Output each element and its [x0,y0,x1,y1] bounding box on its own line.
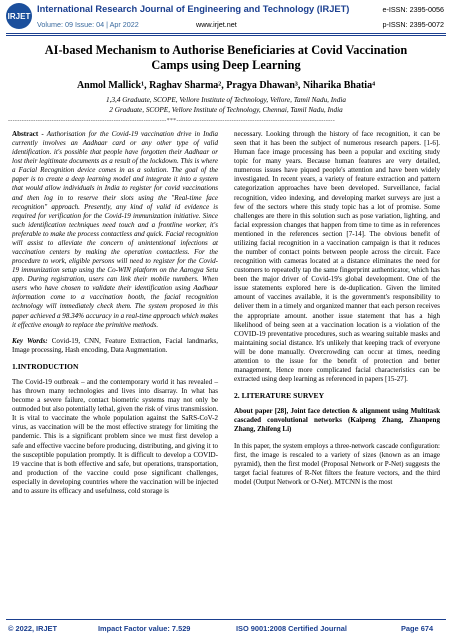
intro-paragraph: The Covid-19 outbreak – and the contemporary world it has revealed – has thrown many technologies and lives into disarray. In what has become a severe failure, contact biometric systems may not only be outmoded but also potentially lethal, given the risk of virus transmission. It is vital to vaccinate the whole population against the SaRS-CoV-2 virus, as vaccination will be the most effective strategy for limiting the pandemic. This is a significant problem since we must first develop a safe and effective vaccine before producing, distributing, and giving it to the susceptible population promptly. It is difficult to develop a COVID-19 vaccine that is both effective and safe, but operations, transportation, and production of the vaccine could pose significant challenges, especially in developing countries where the vaccination will be injected and to assure its efficacy and usefulness, cold storage is [12,377,218,495]
separator-line: ---------------------------------------------------------------------***--------------------------------------------------------------------- [8,118,336,124]
abstract-label: Abstract - [12,130,47,138]
irjet-logo [6,3,32,29]
body-paragraph-2: In this paper, the system employs a three-network cascade configuration: first, the image is rescaled to a variety of sizes (known as an image pyramid), then the first model (Proposal Network or P-Net) suggests the target facial features of R-Net filters the feature vectors, and the third model (Output Network or O-Net). MTCNN is the most [234,441,440,486]
intro-heading: 1.INTRODUCTION [12,361,79,371]
body-paragraph-1: necessary. Looking through the history of face recognition, it can be seen that it has been the subject of numerous research papers. [1-6]. Human face image processing has been a popular and exciting study topic for many years. Because human features are very detailed, numerous issues have piqued people's attention and have been widely investigated. In recent years, a variety of feature extraction and pattern categorization approaches have been developed. Surveillance, facial recognition, video indexing, and developing market surveys are just a few of the sectors where this study topic has a lot of promise. Some challenges are there in this solution such as pose variation, lighting, and facial expression changes that happen from time to time as in references mentioned in the references section [7-14]. The obvious benefit of utilizing facial recognition in a vaccination campaign is that it reduces the number of contact points between people across the circuit. Face recognition with cameras located at a distance eliminates the need for customers to repeatedly tap the same fingerprint authenticator, which has been the major driver of Covid-19's global development. One of the issue statements explored here is de-duplication. Given the limited amount of vaccines available, it is the government's responsibility to deliver them in a timely and organized manner that each person receives the appropriate amount. another issue statement that has a high likelihood of being seen at a vaccination location is a violation of the COVID-19 preventative procedures, such as wearing suitable masks and maintaining social distance. It's unlikely that keeping track of everyone will be done manually. Overcrowding can occur at times, needing attention to the issue for the benefit of protection and better management, Hence more complicated facial characteristics can be extracted using deep learning as referenced in papers [15-27]. [234,130,440,384]
p-issn: p-ISSN: 2395-0072 [382,20,444,29]
abstract [12,130,218,330]
header-divider-secondary [6,35,446,36]
footer-copyright: © 2022, IRJET [8,624,57,633]
footer-iso: ISO 9001:2008 Certified Journal [236,624,347,633]
paper-title: AI-based Mechanism to Authorise Beneficiaries at Covid Vaccination Camps using Deep Learning [44,43,408,72]
affiliation-2: 2 Graduate, SCOPE, Vellore Institute of Technology, Chennai, Tamil Nadu, India [109,106,343,114]
journal-title: International Research Journal of Engineering and Technology (IRJET) [37,4,350,14]
header-divider [6,33,446,34]
reference-title: About paper [28], Joint face detection & alignment using Multitask cascaded convolutional networks (Kaipeng Zhang, Zhanpeng Zhang, Zhifeng Li) [234,407,440,434]
keywords [12,337,218,355]
paper-authors: Anmol Mallick¹, Raghav Sharma², Pragya Dhawan³, Niharika Bhatia⁴ [76,80,376,91]
keywords-text: Covid-19, CNN, Feature Extraction, Facial landmarks, Image processing, Hash encoding, Data Augmentation. [12,336,218,354]
keywords-label: Key Words: [12,336,48,345]
e-issn: e-ISSN: 2395-0056 [382,5,444,14]
journal-volume: Volume: 09 Issue: 04 | Apr 2022 [37,20,139,29]
journal-website[interactable]: www.irjet.net [196,20,237,29]
affiliation-1: 1,3,4 Graduate, SCOPE, Vellore Institute of Technology, Vellore, Tamil Nadu, India [106,96,346,104]
abstract-text: Authorisation for the Covid-19 vaccination drive in India currently involves an Aadhaar card or any other type of valid identification. it's possible that people have forgotten their Aadhaar or lost their legitimate documents as a result of the lockdown. This is where a Facial Recognition device comes in as a solution. The goal of the paper is to create a deep learning model and integrate it into a system that would allow individuals in India to register for covid vaccinations and then log in to reserve their slots using the "Real-time face recognition" approach. Presently, any kind of valid id evidence is required for verification for the Covid-19 immunization initiative. Since such identification techniques need touch and a frontline worker, it's preferable to make the process contactless and quick. Facial recognition will assist to alleviate the concern of unintentional infections at vaccination centers by making the operation contactless. For the procedure to work, eligible persons will need to register for the Covid-19 immunization setup using the Co-WIN platform on the Aarogya Setu app. During registration, users can link their mobile numbers. When users who have chosen to validate their identification using Aadhaar information come to a vaccination booth, the facial recognition technology will immediately check them. The system proposed in this paper achieved a 98.34% accuracy in a real-time approach which makes it effective enough to replace the primitive methods. [12,130,219,329]
literature-survey-heading: 2. LITERATURE SURVEY [234,391,325,401]
footer-page: Page 674 [401,624,434,633]
footer-divider [6,619,446,620]
right-column [234,130,440,494]
logo-text: IRJET [7,11,31,21]
left-column [12,130,218,503]
footer-impact: Impact Factor value: 7.529 [98,624,191,633]
